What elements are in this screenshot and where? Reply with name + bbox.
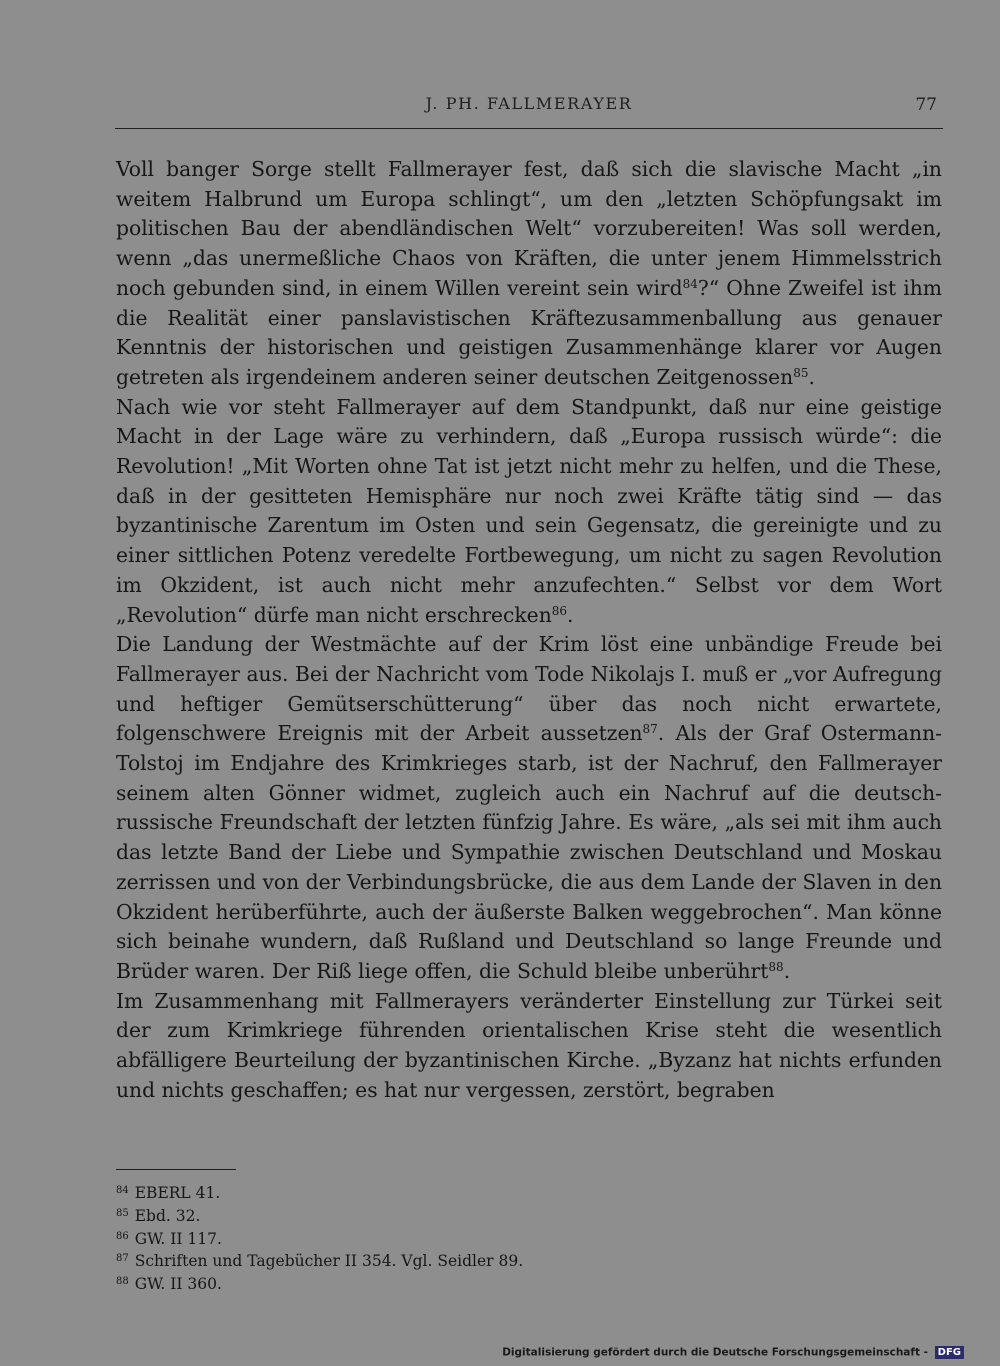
footnotes <box>116 1181 942 1295</box>
footnote-number: 87 <box>116 1253 129 1265</box>
dfg-logo: DFG <box>935 1346 964 1359</box>
paragraph <box>116 393 942 631</box>
footnote-text: EBERL 41. <box>134 1184 221 1202</box>
footnote-number: 84 <box>116 1185 129 1196</box>
footnote-separator <box>116 1169 236 1170</box>
paragraph-text: . Als der Graf Ostermann-Tolstoj im Endjahre des Krimkrieges starb, ist der Nachruf, den Fallmerayer seinem alten Gönner widmet, zugleich auch ein Nachruf auf die deutsch-russische Freundschaft der letzten fünfzig Jahre. Es wäre, „als sei mit ihm auch das letzte Band der Liebe und Sympathie zwischen Deutschland und Moskau zerrissen und von der Verbindungsbrücke, die aus dem Lande der Slaven in den Okzident herüberführte, auch der äußerste Balken weggebrochen“. Man könne sich beinahe wundern, daß Rußland und Deutschland so lange Freunde und Brüder waren. Der Riß liege offen, die Schuld bleibe unberührt <box>116 721 942 983</box>
paragraph-text: ?“ Ohne Zweifel ist ihm die Realität einer panslavistischen Kräftezusammenballung aus genauer Kenntnis der historischen und geistigen Zusammenhänge klarer vor Augen getreten als irgendeinem anderen seiner deutschen Zeitgenossen <box>116 275 942 389</box>
footnote-reference: 84 <box>682 276 698 291</box>
digitization-credit <box>502 1346 964 1359</box>
footnote-text: GW. II 117. <box>134 1229 222 1248</box>
paragraph-text: . <box>808 364 815 389</box>
footnote-text: GW. II 360. <box>134 1275 222 1294</box>
paragraph-text: . <box>567 602 574 627</box>
paragraph-text: Die Landung der Westmächte auf der Krim löst eine unbändige Freude bei Fallmerayer aus. Bei der Nachricht vom Tode Nikolajs I. muß er „vor Aufregung und heftiger Gemütserschütterung“ über das noch nicht erwartete, folgenschwere Ereignis mit der Arbeit aussetzen <box>116 632 942 746</box>
footnote <box>116 1272 942 1295</box>
credit-text: Digitalisierung gefördert durch die Deutsche Forschungsgemeinschaft - <box>502 1346 928 1359</box>
footnote-reference: 85 <box>793 365 809 380</box>
footnote-number: 86 <box>116 1230 129 1242</box>
paragraph <box>116 987 942 1106</box>
paragraph-text: Nach wie vor steht Fallmerayer auf dem Standpunkt, daß nur eine geistige Macht in der Lage wäre zu verhindern, daß „Europa russisch würde“: die Revolution! „Mit Worten ohne Tat ist jetzt nicht mehr zu helfen, und die These, daß in der gesitteten Hemisphäre nur noch zwei Kräfte tätig sind — das byzantinische Zarentum im Osten und sein Gegensatz, die gereinigte und zu einer sittlichen Potenz veredelte Fortbewegung, um nicht zu sagen Revolution im Okzident, ist auch nicht mehr anzufechten.“ Selbst vor dem Wort „Revolution“ dürfe man nicht erschrecken <box>116 394 942 627</box>
footnote-text: Schriften und Tagebücher II 354. Vgl. Seidler 89. <box>134 1252 524 1271</box>
footnote <box>116 1204 942 1227</box>
paragraph <box>116 630 942 986</box>
running-title: J. PH. FALLMERAYER <box>425 94 633 113</box>
page-number: 77 <box>915 95 937 115</box>
footnote-reference: 88 <box>768 959 784 974</box>
footnote-reference: 86 <box>551 603 568 618</box>
body-text <box>116 155 942 1106</box>
footnote-reference: 87 <box>642 722 658 737</box>
footnote <box>116 1181 942 1204</box>
footnote <box>116 1249 942 1272</box>
footnote <box>116 1227 942 1250</box>
footnote-text: Ebd. 32. <box>134 1206 201 1225</box>
paragraph <box>116 155 942 393</box>
paragraph-text: . <box>783 958 791 983</box>
footnote-number: 88 <box>116 1276 129 1288</box>
paragraph-text: Voll banger Sorge stellt Fallmerayer fest, daß sich die slavische Macht „in weitem Halbrund um Europa schlingt“, um den „letzten Schöpfungsakt im politischen Bau der abendländischen Welt“ vorzubereiten! Was soll werden, wenn „das unermeßliche Chaos von Kräften, die unter jenem Himmelsstrich noch gebunden sind, in einem Willen vereint sein wird <box>116 157 942 300</box>
page-header <box>115 92 943 129</box>
footnote-number: 85 <box>116 1207 129 1219</box>
paragraph-text: Im Zusammenhang mit Fallmerayers veränderter Einstellung zur Türkei seit der zum Krimkriege führenden orientalischen Krise steht die wesentlich abfälligere Beurteilung der byzantinischen Kirche. „Byzanz hat nichts erfunden und nichts geschaffen; es hat nur vergessen, zerstört, begraben <box>116 988 942 1102</box>
